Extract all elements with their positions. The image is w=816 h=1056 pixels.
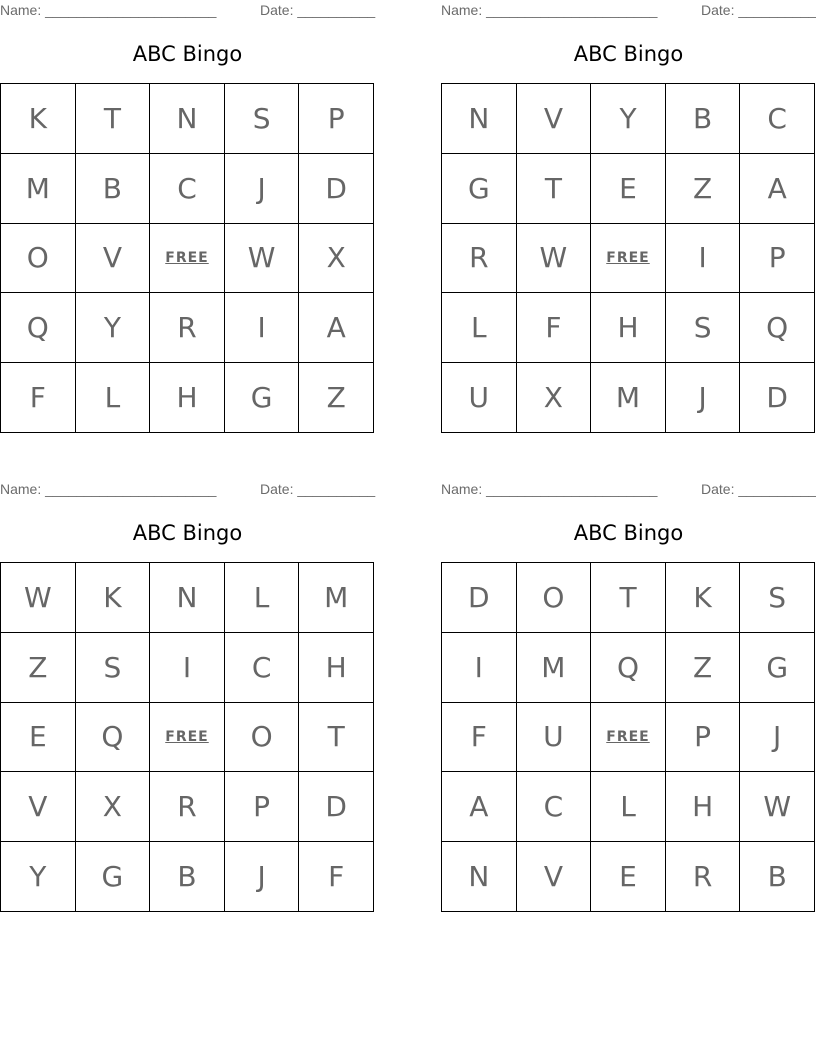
bingo-grid [0,562,374,912]
card-title: ABC Bingo [573,521,684,545]
name-field: Name: ______________________ [0,481,217,497]
name-field: Name: ______________________ [441,481,658,497]
card-header [0,479,375,499]
bingo-cell: H [591,293,666,363]
card-title: ABC Bingo [573,42,684,66]
bingo-cell: Q [591,633,666,703]
bingo-cell: Z [299,363,374,433]
bingo-cell: N [442,842,517,912]
bingo-cell: V [1,772,76,842]
bingo-cell: Y [76,293,151,363]
bingo-cell: I [666,224,741,294]
bingo-cell: B [150,842,225,912]
bingo-cell: J [740,703,815,773]
bingo-cell: P [299,84,374,154]
bingo-cell: H [666,772,741,842]
bingo-cell: C [225,633,300,703]
bingo-cell: C [740,84,815,154]
bingo-cell: K [666,563,741,633]
bingo-grid [441,83,815,433]
bingo-cell: S [666,293,741,363]
bingo-cell: I [225,293,300,363]
bingo-cell: Q [1,293,76,363]
bingo-cell: S [76,633,151,703]
bingo-cell: V [517,84,592,154]
bingo-cell: W [225,224,300,294]
bingo-cell: V [517,842,592,912]
bingo-card [0,0,375,430]
bingo-cell: X [76,772,151,842]
bingo-cell: P [740,224,815,294]
bingo-cell: R [150,772,225,842]
bingo-cell: D [442,563,517,633]
bingo-cell: C [517,772,592,842]
bingo-cell: F [1,363,76,433]
card-title: ABC Bingo [132,521,243,545]
bingo-cell: M [591,363,666,433]
bingo-cell: H [150,363,225,433]
date-field: Date: __________ [260,481,376,497]
bingo-grid [441,562,815,912]
bingo-cell: L [591,772,666,842]
free-cell: FREE [150,224,225,294]
bingo-card [441,0,816,430]
bingo-cell: S [225,84,300,154]
bingo-cell: M [517,633,592,703]
bingo-cell: D [299,772,374,842]
bingo-cell: L [225,563,300,633]
name-field: Name: ______________________ [441,2,658,18]
bingo-cell: U [442,363,517,433]
bingo-cell: S [740,563,815,633]
bingo-cell: C [150,154,225,224]
bingo-cell: W [517,224,592,294]
bingo-cell: P [666,703,741,773]
bingo-cell: F [442,703,517,773]
bingo-cell: T [517,154,592,224]
bingo-cell: B [740,842,815,912]
bingo-grid [0,83,374,433]
bingo-cell: T [299,703,374,773]
bingo-cell: D [740,363,815,433]
bingo-card [441,479,816,909]
bingo-cell: R [666,842,741,912]
date-field: Date: __________ [701,2,816,18]
bingo-cell: E [591,154,666,224]
bingo-cell: N [150,84,225,154]
bingo-cell: Z [666,154,741,224]
bingo-cell: T [591,563,666,633]
bingo-cell: J [225,842,300,912]
name-field: Name: ______________________ [0,2,217,18]
bingo-cell: G [225,363,300,433]
bingo-cell: P [225,772,300,842]
free-cell: FREE [591,703,666,773]
bingo-cell: M [1,154,76,224]
bingo-cell: H [299,633,374,703]
bingo-cell: G [442,154,517,224]
date-field: Date: __________ [701,481,816,497]
bingo-cell: Y [1,842,76,912]
bingo-cell: T [76,84,151,154]
bingo-cell: A [442,772,517,842]
bingo-cell: N [150,563,225,633]
bingo-cell: U [517,703,592,773]
bingo-cell: X [299,224,374,294]
bingo-cell: L [76,363,151,433]
bingo-cell: E [591,842,666,912]
bingo-cell: L [442,293,517,363]
bingo-cell: G [76,842,151,912]
bingo-cell: O [517,563,592,633]
bingo-cell: Z [1,633,76,703]
bingo-cell: A [299,293,374,363]
bingo-cell: G [740,633,815,703]
bingo-cell: M [299,563,374,633]
bingo-cell: K [1,84,76,154]
bingo-cell: W [1,563,76,633]
bingo-cell: J [225,154,300,224]
card-title: ABC Bingo [132,42,243,66]
bingo-cell: R [150,293,225,363]
bingo-cell: N [442,84,517,154]
card-header [441,0,816,20]
bingo-cell: D [299,154,374,224]
bingo-card [0,479,375,909]
bingo-cell: F [517,293,592,363]
bingo-cell: I [150,633,225,703]
bingo-cell: O [225,703,300,773]
bingo-cell: Q [76,703,151,773]
bingo-cell: X [517,363,592,433]
bingo-cell: R [442,224,517,294]
bingo-cell: K [76,563,151,633]
bingo-cell: B [76,154,151,224]
bingo-cell: W [740,772,815,842]
bingo-cell: F [299,842,374,912]
bingo-cell: Q [740,293,815,363]
bingo-cell: O [1,224,76,294]
bingo-cell: V [76,224,151,294]
bingo-cell: Y [591,84,666,154]
free-cell: FREE [150,703,225,773]
card-header [0,0,375,20]
date-field: Date: __________ [260,2,376,18]
bingo-cell: I [442,633,517,703]
bingo-cell: E [1,703,76,773]
bingo-cell: J [666,363,741,433]
bingo-cell: Z [666,633,741,703]
bingo-cell: B [666,84,741,154]
card-header [441,479,816,499]
free-cell: FREE [591,224,666,294]
bingo-cell: A [740,154,815,224]
